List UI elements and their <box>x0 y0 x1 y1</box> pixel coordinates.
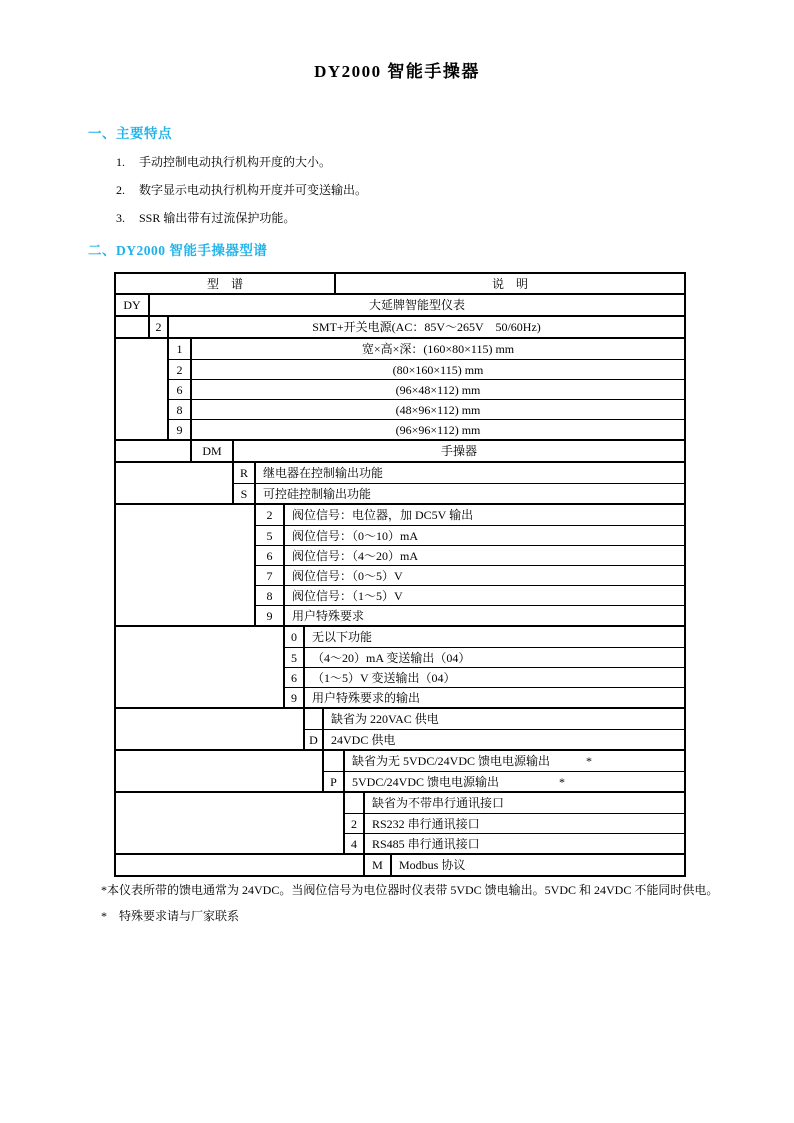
group-supply <box>116 707 684 749</box>
table-row <box>285 687 684 707</box>
code-cell: 6 <box>169 380 192 399</box>
group-control-output <box>116 461 684 503</box>
code-cell: 2 <box>345 814 365 833</box>
table-row <box>169 419 684 439</box>
desc-cell: (80×160×115) mm <box>392 363 484 377</box>
table-row <box>345 813 684 833</box>
code-cell <box>305 709 324 729</box>
code-cell: 9 <box>256 606 285 625</box>
code-cell: DY <box>116 295 150 315</box>
group-brand <box>116 295 684 315</box>
desc-cell: 宽×高×深：(160×80×115) mm <box>361 342 515 356</box>
blank-cell <box>116 441 192 461</box>
desc-cell: 阀位信号：（4～20）mA <box>292 549 419 563</box>
table-row <box>256 545 684 565</box>
desc-cell: (48×96×112) mm <box>395 403 481 417</box>
code-cell: 2 <box>150 317 169 337</box>
table-row <box>116 295 684 315</box>
code-cell: 5 <box>285 648 305 667</box>
desc-cell: 阀位信号：电位器，加 DC5V 输出 <box>292 508 474 522</box>
desc-cell: 手操器 <box>440 444 477 458</box>
code-cell: D <box>305 730 324 749</box>
feature-text: 手动控制电动执行机构开度的大小。 <box>139 155 332 169</box>
table-row <box>234 463 684 483</box>
blank-cell <box>116 709 305 749</box>
code-cell: 9 <box>169 420 192 439</box>
group-power-series <box>116 315 684 337</box>
desc-cell: （1～5）V 变送输出（04） <box>312 671 456 685</box>
group-protocol <box>116 853 684 875</box>
table-row <box>324 771 684 791</box>
desc-cell: RS485 串行通讯接口 <box>372 837 480 851</box>
blank-cell <box>116 463 234 503</box>
desc-cell: （4～20）mA 变送输出（04） <box>312 651 471 665</box>
code-cell: 1 <box>169 339 192 359</box>
group-valve-signal <box>116 503 684 625</box>
note-special-request: * 特殊要求请与厂家联系 <box>101 909 240 923</box>
code-cell <box>324 751 345 771</box>
model-spectrum-table <box>114 272 686 877</box>
table-row <box>345 793 684 813</box>
table-row <box>305 729 684 749</box>
feature-number: 1. <box>116 155 125 169</box>
note-feed-power: *本仪表所带的馈电通常为 24VDC。当阀位信号为电位器时仪表带 5VDC 馈电输出。5VDC 和 24VDC 不能同时供电。 <box>101 883 719 897</box>
desc-cell: 缺省为不带串行通讯接口 <box>372 796 505 810</box>
table-row <box>256 605 684 625</box>
feature-item <box>116 211 794 226</box>
table-row <box>305 709 684 729</box>
features-heading: 一、主要特点 <box>88 126 172 141</box>
code-cell: 2 <box>256 505 285 525</box>
desc-cell: SMT+开关电源(AC：85V～265V 50/60Hz) <box>312 320 541 334</box>
code-cell: 8 <box>256 586 285 605</box>
group-instrument-type <box>116 439 684 461</box>
code-cell: DM <box>192 441 234 461</box>
group-size <box>116 337 684 439</box>
code-cell: S <box>234 484 256 503</box>
desc-cell: 阀位信号：（1～5）V <box>292 589 403 603</box>
desc-cell: 5VDC/24VDC 馈电电源输出 * <box>352 775 566 789</box>
table-row <box>256 505 684 525</box>
code-cell: 9 <box>285 688 305 707</box>
table-row <box>285 647 684 667</box>
desc-cell: 缺省为 220VAC 供电 <box>331 712 439 726</box>
code-cell <box>345 793 365 813</box>
desc-cell: 可控硅控制输出功能 <box>263 487 372 501</box>
feature-text: SSR 输出带有过流保护功能。 <box>139 211 296 225</box>
desc-cell: Modbus 协议 <box>399 858 466 872</box>
table-row <box>169 379 684 399</box>
table-row <box>256 525 684 545</box>
blank-cell <box>116 793 345 853</box>
desc-cell: 缺省为无 5VDC/24VDC 馈电电源输出 * <box>352 754 593 768</box>
table-row <box>324 751 684 771</box>
feature-item <box>116 183 794 198</box>
blank-cell <box>116 339 169 439</box>
table-row <box>169 399 684 419</box>
table-row <box>192 441 684 461</box>
desc-cell: (96×48×112) mm <box>395 383 481 397</box>
table-row <box>285 627 684 647</box>
code-cell: 6 <box>256 546 285 565</box>
table-row <box>365 855 684 875</box>
feature-text: 数字显示电动执行机构开度并可变送输出。 <box>139 183 368 197</box>
desc-cell: (96×96×112) mm <box>395 423 481 437</box>
desc-cell: 用户特殊要求 <box>292 609 365 623</box>
feature-item <box>116 155 794 170</box>
code-cell: 8 <box>169 400 192 419</box>
table-row <box>256 565 684 585</box>
desc-cell: 阀位信号：（0～5）V <box>292 569 403 583</box>
blank-cell <box>116 751 324 791</box>
desc-cell: 24VDC 供电 <box>331 733 396 747</box>
code-cell: 5 <box>256 526 285 545</box>
group-transmit-output <box>116 625 684 707</box>
code-cell: 6 <box>285 668 305 687</box>
blank-cell <box>116 627 285 707</box>
table-row <box>234 483 684 503</box>
desc-cell: 无以下功能 <box>312 630 373 644</box>
table-header-row <box>116 274 684 295</box>
code-cell: 4 <box>345 834 365 853</box>
desc-cell: RS232 串行通讯接口 <box>372 817 480 831</box>
desc-cell: 用户特殊要求的输出 <box>312 691 421 705</box>
table-row <box>285 667 684 687</box>
table-row <box>150 317 684 337</box>
spectrum-heading: 二、DY2000 智能手操器型谱 <box>88 243 268 258</box>
code-cell: P <box>324 772 345 791</box>
header-model-cell: 型 谱 <box>116 274 336 293</box>
table-row <box>169 339 684 359</box>
page-title: DY2000 智能手操器 <box>314 62 480 81</box>
table-row <box>256 585 684 605</box>
feature-number: 2. <box>116 183 125 197</box>
features-list <box>116 155 794 226</box>
table-row <box>345 833 684 853</box>
code-cell: 2 <box>169 360 192 379</box>
footnotes <box>101 883 794 924</box>
code-cell: 7 <box>256 566 285 585</box>
header-desc-cell: 说 明 <box>491 277 528 291</box>
code-cell: R <box>234 463 256 483</box>
desc-cell: 阀位信号：（0～10）mA <box>292 529 419 543</box>
feature-number: 3. <box>116 211 125 225</box>
code-cell: 0 <box>285 627 305 647</box>
blank-cell <box>116 317 150 337</box>
blank-cell <box>116 505 256 625</box>
table-row <box>169 359 684 379</box>
desc-cell: 继电器在控制输出功能 <box>263 466 384 480</box>
code-cell: M <box>365 855 392 875</box>
group-comm-interface <box>116 791 684 853</box>
group-feed-power <box>116 749 684 791</box>
blank-cell <box>116 855 365 875</box>
desc-cell: 大延牌智能型仪表 <box>368 298 465 312</box>
